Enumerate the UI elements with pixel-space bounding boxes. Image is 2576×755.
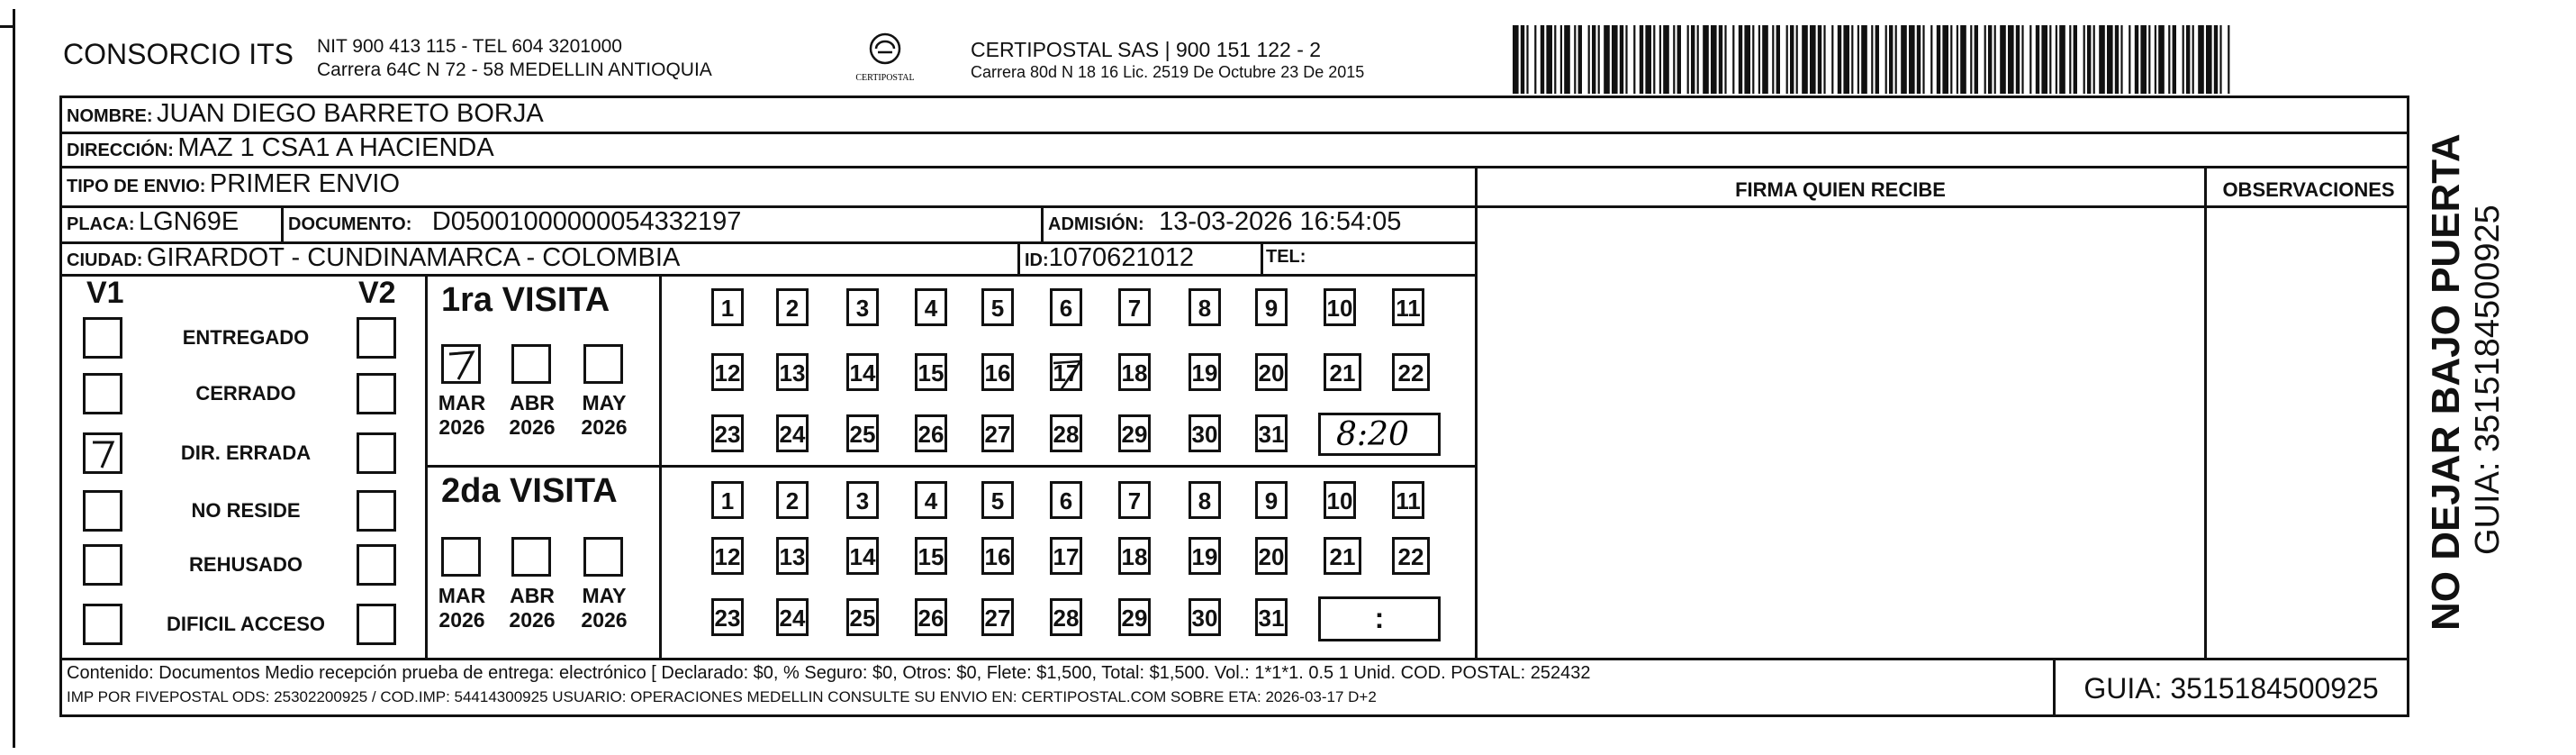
cell-divider — [1041, 205, 1044, 241]
month-label: ABR 2026 — [509, 391, 556, 439]
day-box[interactable]: 11 — [1392, 288, 1424, 326]
visit-divider — [425, 465, 1477, 468]
day-box[interactable]: 5 — [981, 481, 1014, 519]
day-box[interactable]: 15 — [915, 537, 947, 575]
footer-divider — [59, 658, 2409, 660]
day-box[interactable]: 28 — [1050, 414, 1082, 452]
barcode-bar — [2158, 25, 2165, 94]
direccion-value: MAZ 1 CSA1 A HACIENDA — [177, 133, 494, 162]
barcode-bar — [2093, 25, 2095, 94]
status-label: DIFICIL ACCESO — [166, 613, 325, 635]
left-margin-tick — [0, 25, 14, 28]
day-box[interactable]: 11 — [1392, 481, 1424, 519]
barcode-bar — [1895, 25, 1897, 94]
status-label: CERRADO — [195, 382, 296, 405]
month-checkbox[interactable] — [441, 344, 481, 384]
barcode-bar — [2029, 25, 2031, 94]
month-checkbox[interactable] — [441, 537, 481, 577]
barcode-bar — [2059, 25, 2065, 94]
barcode-bar — [1541, 25, 1544, 94]
day-box[interactable]: 6 — [1050, 481, 1082, 519]
tipo-label: TIPO DE ENVIO: — [67, 177, 206, 196]
company-nit: NIT 900 413 115 - TEL 604 3201000 — [317, 36, 622, 57]
barcode-bar — [1640, 25, 1643, 94]
id-label: ID: — [1025, 250, 1049, 270]
barcode-bar — [2183, 25, 2184, 94]
barcode-bar — [1554, 25, 1556, 94]
barcode-bar — [2049, 25, 2051, 94]
logo-wordmark: CERTIPOSTAL — [855, 73, 915, 83]
barcode-bar — [2198, 25, 2204, 94]
second-visit-time-placeholder: : — [1374, 602, 1385, 634]
barcode-bar — [1521, 25, 1524, 94]
barcode-bar — [1909, 25, 1915, 94]
barcode-bar — [1994, 25, 1996, 94]
status-label: DIR. ERRADA — [180, 441, 312, 464]
barcode-bar — [2155, 25, 2156, 94]
barcode-bar — [1612, 25, 1618, 94]
barcode-bar — [1633, 25, 1635, 94]
barcode-bar — [1598, 25, 1600, 94]
month-label: ABR 2026 — [509, 584, 556, 632]
left-margin-line — [13, 9, 15, 748]
v2-checkbox[interactable] — [357, 373, 396, 414]
day-box[interactable]: 7 — [1118, 481, 1151, 519]
day-box[interactable]: 12 — [711, 537, 744, 575]
v1-checkbox[interactable] — [83, 317, 122, 359]
day-box[interactable]: 27 — [981, 598, 1014, 636]
barcode-bar — [2056, 25, 2057, 94]
day-box[interactable]: 18 — [1118, 537, 1151, 575]
month-label: MAY 2026 — [581, 584, 628, 632]
cell-divider — [281, 205, 284, 241]
barcode-bar — [1861, 25, 1867, 94]
documento-label: DOCUMENTO: — [288, 214, 412, 234]
day-box[interactable]: 15 — [915, 353, 947, 391]
check-mark-icon — [444, 347, 478, 381]
side-guia: GUIA: 3515184500925 — [2469, 205, 2507, 555]
barcode-bar — [2135, 25, 2138, 94]
day-box[interactable]: 16 — [981, 537, 1014, 575]
barcode-bar — [1876, 25, 1879, 94]
tel-row — [1266, 247, 1306, 268]
day-box[interactable]: 8 — [1189, 288, 1221, 326]
barcode-bar — [2120, 25, 2122, 94]
footer-line-2: IMP POR FIVEPOSTAL ODS: 25302200925 / COD.IMP: 54414300925 USUARIO: OPERACIONES MEDELLIN CONSULTE SU ENVIO EN: CERTIPOSTAL.COM SOBRE ETA: 2026-03-17 D+2 — [67, 688, 1377, 705]
barcode-bar — [2228, 25, 2229, 94]
day-box[interactable]: 4 — [915, 288, 947, 326]
day-box[interactable]: 17 — [1050, 537, 1082, 575]
barcode-bar — [2192, 25, 2194, 94]
barcode-bar — [2021, 25, 2023, 94]
ciudad-row — [67, 243, 680, 273]
month-label: MAY 2026 — [581, 391, 628, 439]
certipostal-logo — [854, 31, 917, 88]
admision-label: ADMISIÓN: — [1048, 214, 1144, 234]
barcode-bar — [1758, 25, 1760, 94]
day-box[interactable]: 29 — [1118, 598, 1151, 636]
day-box[interactable]: 21 — [1324, 353, 1361, 391]
barcode-bar — [1984, 25, 1986, 94]
barcode-bar — [1703, 25, 1709, 94]
day-box[interactable]: 23 — [711, 414, 744, 452]
observaciones-label: OBSERVACIONES — [2222, 178, 2395, 201]
barcode-bar — [1711, 25, 1717, 94]
day-box[interactable]: 9 — [1255, 481, 1288, 519]
barcode-bar — [1885, 25, 1887, 94]
day-box[interactable]: 26 — [915, 414, 947, 452]
month-label: MAR 2026 — [438, 391, 486, 439]
barcode-bar — [1871, 25, 1873, 94]
barcode-bar — [1659, 25, 1661, 94]
barcode-bar — [1851, 25, 1853, 94]
tel-label: TEL: — [1266, 247, 1306, 267]
barcode-bar — [2041, 25, 2047, 94]
side-warning: NO DEJAR BAJO PUERTA — [2424, 133, 2468, 631]
barcode-bar — [1922, 25, 1924, 94]
day-box[interactable]: 25 — [846, 598, 879, 636]
barcode-bar — [1691, 25, 1695, 94]
barcode-bar — [2219, 25, 2221, 94]
barcode-bar — [1776, 25, 1780, 94]
barcode-bar — [1592, 25, 1595, 94]
placa-value: LGN69E — [139, 207, 240, 236]
day-box[interactable]: 13 — [776, 537, 809, 575]
placa-label: PLACA: — [67, 214, 135, 234]
v1-checkbox[interactable] — [83, 604, 122, 645]
barcode-bar — [2214, 25, 2218, 94]
day-box[interactable]: 23 — [711, 598, 744, 636]
handwritten-time: 8:20 — [1336, 416, 1409, 453]
day-box[interactable]: 9 — [1255, 288, 1288, 326]
day-box[interactable]: 16 — [981, 353, 1014, 391]
month-checkbox[interactable] — [511, 537, 551, 577]
v1-checkbox[interactable] — [83, 432, 122, 474]
day-box[interactable]: 26 — [915, 598, 947, 636]
barcode-bar — [1942, 25, 1948, 94]
documento-row — [288, 207, 741, 237]
barcode-bar — [1838, 25, 1841, 94]
barcode-bar — [1653, 25, 1655, 94]
month-checkbox[interactable] — [583, 344, 623, 384]
barcode-bar — [1831, 25, 1833, 94]
v2-checkbox[interactable] — [357, 604, 396, 645]
barcode-bar — [1901, 25, 1907, 94]
day-box[interactable]: 24 — [776, 598, 809, 636]
second-visit-title: 2da VISITA — [441, 472, 618, 510]
first-visit-title: 1ra VISITA — [441, 281, 610, 319]
strike-mark-icon — [1050, 356, 1086, 392]
documento-value: D05001000000054332197 — [431, 207, 742, 236]
v1-checkbox[interactable] — [83, 373, 122, 414]
barcode-bar — [2000, 25, 2006, 94]
barcode-bar — [1526, 25, 1528, 94]
barcode-bar — [1762, 25, 1768, 94]
day-box[interactable]: 22 — [1392, 353, 1430, 391]
day-box[interactable]: 2 — [776, 288, 809, 326]
v2-label: V2 — [358, 276, 396, 310]
barcode-bar — [1772, 25, 1774, 94]
barcode-bar — [1534, 25, 1536, 94]
barcode-bar — [2016, 25, 2020, 94]
barcode-bar — [1625, 25, 1627, 94]
barcode-bar — [1739, 25, 1742, 94]
barcode-bar — [1796, 25, 1798, 94]
cell-divider — [1017, 241, 1020, 274]
placa-row — [67, 207, 239, 237]
barcode-bar — [1818, 25, 1821, 94]
barcode-bar — [1810, 25, 1816, 94]
day-box[interactable]: 24 — [776, 414, 809, 452]
day-box[interactable]: 17 — [1050, 353, 1082, 391]
barcode-bar — [1677, 25, 1681, 94]
day-box[interactable]: 3 — [846, 481, 879, 519]
barcode-bar — [1823, 25, 1825, 94]
barcode-bar — [2168, 25, 2170, 94]
barcode-bar — [1843, 25, 1849, 94]
barcode-bar — [2148, 25, 2150, 94]
day-box[interactable]: 7 — [1118, 288, 1151, 326]
day-box[interactable]: 28 — [1050, 598, 1082, 636]
v2-checkbox[interactable] — [357, 317, 396, 359]
barcode-bar — [2087, 25, 2091, 94]
barcode-bar — [1564, 25, 1570, 94]
day-box[interactable]: 19 — [1189, 353, 1221, 391]
day-box[interactable]: 20 — [1255, 537, 1288, 575]
barcode-bar — [1620, 25, 1623, 94]
v1-checkbox[interactable] — [83, 544, 122, 586]
nombre-label: NOMBRE: — [67, 106, 153, 126]
direccion-row — [67, 133, 494, 163]
day-box[interactable]: 1 — [711, 288, 744, 326]
barcode-bar — [1732, 25, 1734, 94]
day-box[interactable]: 22 — [1392, 537, 1430, 575]
barcode-bar — [1970, 25, 1972, 94]
tipo-row — [67, 169, 400, 199]
nombre-row — [67, 99, 544, 129]
day-box[interactable]: 29 — [1118, 414, 1151, 452]
nombre-value: JUAN DIEGO BARRETO BORJA — [157, 99, 544, 128]
barcode-bar — [2074, 25, 2077, 94]
barcode — [1513, 25, 2233, 94]
direccion-label: DIRECCIÓN: — [67, 141, 174, 160]
day-box[interactable]: 14 — [846, 537, 879, 575]
day-box[interactable]: 10 — [1324, 288, 1356, 326]
day-box[interactable]: 13 — [776, 353, 809, 391]
admision-value: 13-03-2026 16:54:05 — [1159, 207, 1402, 236]
barcode-bar — [1588, 25, 1590, 94]
barcode-bar — [1752, 25, 1754, 94]
v2-checkbox[interactable] — [357, 544, 396, 586]
barcode-bar — [1663, 25, 1669, 94]
status-label: ENTREGADO — [182, 326, 310, 349]
company-address: Carrera 64C N 72 - 58 MEDELLIN ANTIOQUIA — [317, 59, 712, 80]
status-label: NO RESIDE — [191, 499, 301, 522]
barcode-bar — [1786, 25, 1788, 94]
barcode-bar — [1645, 25, 1651, 94]
v1-label: V1 — [86, 276, 124, 310]
day-box[interactable]: 20 — [1255, 353, 1288, 391]
firma-label: FIRMA QUIEN RECIBE — [1735, 178, 1946, 201]
day-box[interactable]: 6 — [1050, 288, 1082, 326]
status-label: REHUSADO — [189, 553, 303, 576]
barcode-bar — [1975, 25, 1978, 94]
day-box[interactable]: 14 — [846, 353, 879, 391]
barcode-bar — [1889, 25, 1893, 94]
barcode-bar — [1988, 25, 1992, 94]
day-box[interactable]: 8 — [1189, 481, 1221, 519]
day-box[interactable]: 21 — [1324, 537, 1361, 575]
barcode-bar — [2186, 25, 2190, 94]
barcode-bar — [1917, 25, 1921, 94]
v1-checkbox[interactable] — [83, 490, 122, 532]
row-divider — [59, 166, 2409, 168]
month-checkbox[interactable] — [511, 344, 551, 384]
barcode-bar — [2083, 25, 2085, 94]
row-divider — [59, 274, 1477, 277]
footer-guia: GUIA: 3515184500925 — [2083, 672, 2379, 705]
barcode-bar — [1673, 25, 1675, 94]
day-box[interactable]: 5 — [981, 288, 1014, 326]
barcode-bar — [2115, 25, 2119, 94]
barcode-bar — [2069, 25, 2071, 94]
barcode-bar — [1574, 25, 1576, 94]
day-box[interactable]: 30 — [1189, 414, 1221, 452]
day-box[interactable]: 25 — [846, 414, 879, 452]
day-box[interactable]: 1 — [711, 481, 744, 519]
barcode-bar — [1719, 25, 1722, 94]
day-box[interactable]: 10 — [1324, 481, 1356, 519]
barcode-bar — [2107, 25, 2113, 94]
day-box[interactable]: 19 — [1189, 537, 1221, 575]
day-box[interactable]: 18 — [1118, 353, 1151, 391]
barcode-bar — [1744, 25, 1750, 94]
barcode-bar — [2129, 25, 2130, 94]
admision-row — [1048, 207, 1401, 237]
barcode-bar — [1560, 25, 1562, 94]
day-box[interactable]: 27 — [981, 414, 1014, 452]
barcode-bar — [1857, 25, 1859, 94]
footer-line-1: Contenido: Documentos Medio recepción prueba de entrega: electrónico [ Declarado: $0, % Seguro: $0, Otros: $0, Flete: $1,500, Total: $1,500. Vol.: 1*1*1. 0.5 1 Unid. COD. POSTAL: 252432 — [67, 663, 1591, 683]
barcode-bar — [2008, 25, 2014, 94]
barcode-bar — [1604, 25, 1610, 94]
day-box[interactable]: 3 — [846, 288, 879, 326]
day-box[interactable]: 31 — [1255, 414, 1288, 452]
id-value: 1070621012 — [1048, 243, 1194, 272]
ciudad-label: CIUDAD: — [67, 250, 143, 270]
month-checkbox[interactable] — [583, 537, 623, 577]
barcode-bar — [2173, 25, 2176, 94]
barcode-bar — [1802, 25, 1808, 94]
cell-divider — [1261, 241, 1263, 274]
barcode-bar — [1950, 25, 1952, 94]
check-mark-icon — [86, 435, 120, 471]
day-box[interactable]: 4 — [915, 481, 947, 519]
day-box[interactable]: 2 — [776, 481, 809, 519]
courier-name: CERTIPOSTAL SAS | 900 151 122 - 2 — [971, 38, 1322, 61]
id-row — [1025, 243, 1194, 273]
ciudad-value: GIRARDOT - CUNDINAMARCA - COLOMBIA — [146, 243, 681, 272]
v2-checkbox[interactable] — [357, 432, 396, 474]
day-box[interactable]: 30 — [1189, 598, 1221, 636]
day-box[interactable]: 12 — [711, 353, 744, 391]
company-name: CONSORCIO ITS — [63, 38, 294, 70]
barcode-bar — [2036, 25, 2039, 94]
barcode-bar — [1546, 25, 1552, 94]
barcode-bar — [1957, 25, 1958, 94]
barcode-bar — [1697, 25, 1699, 94]
firma-left-border — [1475, 166, 1478, 659]
month-label: MAR 2026 — [438, 584, 486, 632]
barcode-bar — [1930, 25, 1932, 94]
first-visit-time-handwritten — [1325, 414, 1437, 454]
barcode-bar — [1687, 25, 1689, 94]
barcode-bar — [1960, 25, 1966, 94]
barcode-bar — [1513, 25, 1519, 94]
courier-address: Carrera 80d N 18 16 Lic. 2519 De Octubre 23 De 2015 — [971, 63, 1365, 81]
barcode-bar — [1578, 25, 1582, 94]
v2-checkbox[interactable] — [357, 490, 396, 532]
barcode-bar — [1790, 25, 1794, 94]
day-box[interactable]: 31 — [1255, 598, 1288, 636]
barcode-bar — [1937, 25, 1940, 94]
tipo-value: PRIMER ENVIO — [209, 169, 401, 198]
observaciones-left-border — [2204, 166, 2207, 659]
barcode-bar — [2099, 25, 2105, 94]
barcode-bar — [2140, 25, 2147, 94]
barcode-bar — [2206, 25, 2212, 94]
barcode-bar — [1724, 25, 1726, 94]
